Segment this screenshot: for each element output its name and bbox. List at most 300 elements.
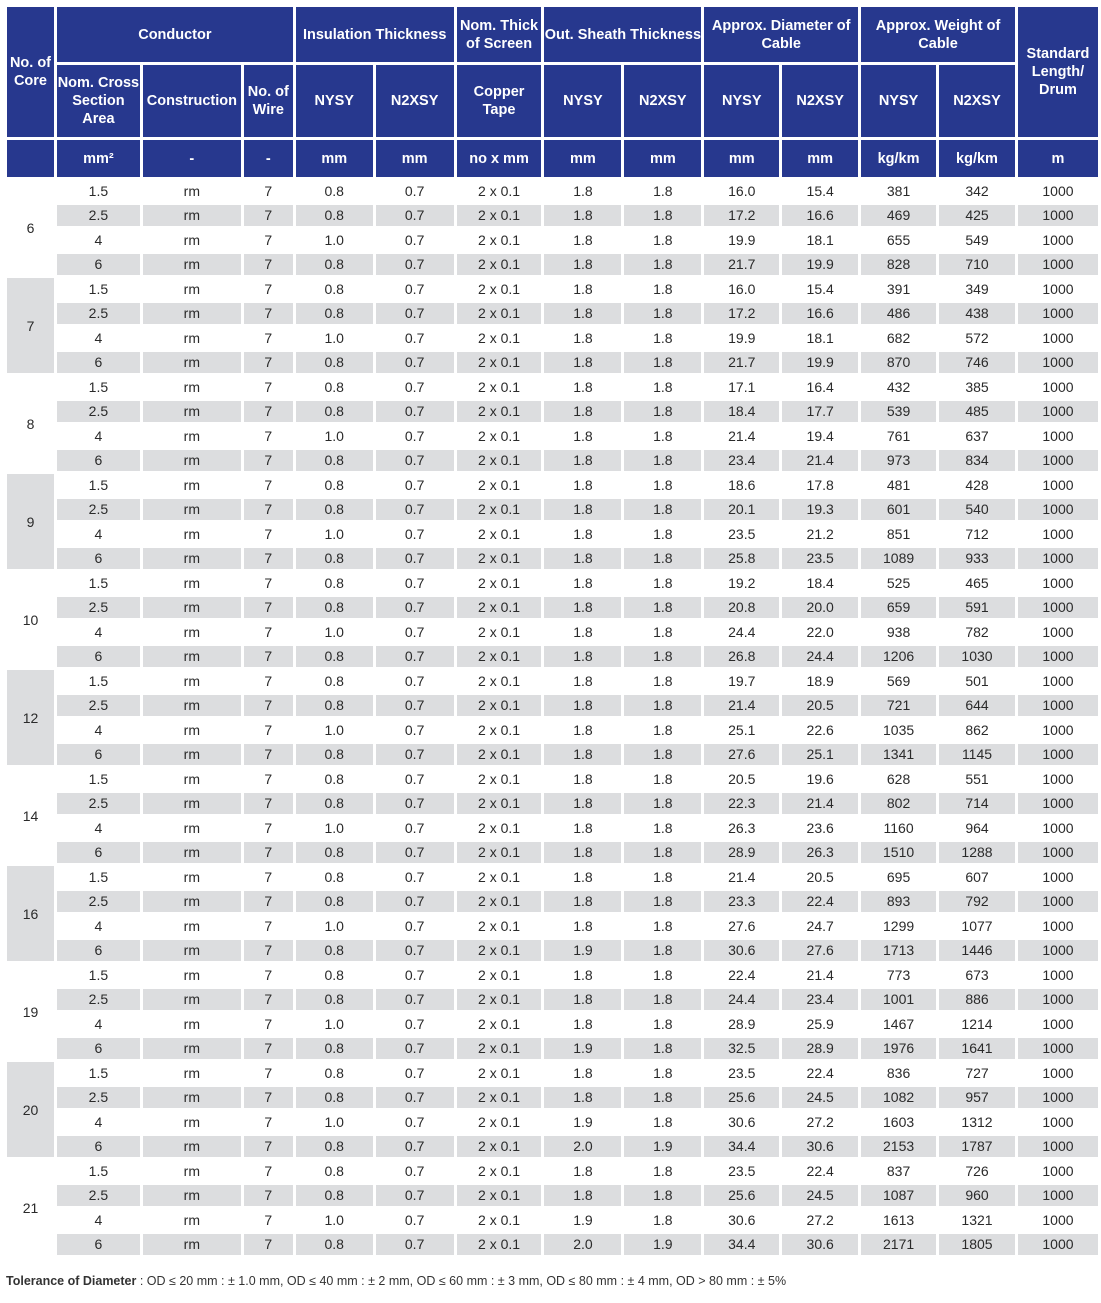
standard-length-cell: 1000	[1042, 378, 1074, 395]
construction-cell: rm	[143, 352, 241, 374]
table-row	[7, 670, 1098, 692]
standard-length-cell: 1000	[1018, 499, 1098, 521]
table-row	[7, 646, 1098, 668]
copper-tape-cell: 2 x 0.1	[457, 646, 542, 668]
diameter-nysy-cell: 24.4	[728, 623, 756, 640]
sheath-n2xsy-cell: 1.8	[653, 231, 673, 248]
insulation-n2xsy-cell: 0.7	[376, 940, 454, 962]
sheath-nysy-cell: 1.8	[544, 793, 621, 815]
diameter-n2xsy-cell: 30.6	[782, 1234, 858, 1256]
cross-section-cell: 6	[57, 842, 140, 864]
core-count-cell: 16	[7, 866, 54, 961]
insulation-nysy-cell: 0.8	[296, 303, 373, 325]
sheath-nysy-cell: 1.8	[544, 744, 621, 766]
insulation-n2xsy-cell: 0.7	[404, 721, 425, 738]
copper-tape-cell: 2 x 0.1	[457, 793, 542, 815]
construction-cell: rm	[143, 744, 241, 766]
header-approx-diameter: Approx. Diameter of Cable	[704, 7, 858, 62]
insulation-nysy-cell: 0.8	[324, 966, 344, 983]
cross-section-cell: 2.5	[57, 989, 140, 1011]
weight-n2xsy-cell: 1321	[961, 1211, 993, 1228]
construction-cell: rm	[183, 231, 200, 248]
weight-nysy-cell: 761	[886, 427, 911, 444]
no-of-wire-cell: 7	[244, 1087, 293, 1109]
no-of-wire-cell: 7	[264, 672, 273, 689]
no-of-wire-cell: 7	[244, 254, 293, 276]
cross-section-cell: 1.5	[88, 1162, 109, 1179]
sheath-nysy-cell: 1.8	[573, 1162, 593, 1179]
insulation-nysy-cell: 0.8	[324, 1162, 344, 1179]
no-of-wire-cell: 7	[244, 205, 293, 227]
no-of-wire-cell: 7	[264, 1162, 273, 1179]
table-row	[7, 180, 1098, 202]
sheath-nysy-cell: 1.8	[544, 1185, 621, 1207]
cross-section-cell: 1.5	[88, 1064, 109, 1081]
core-count-cell: 7	[7, 278, 54, 373]
insulation-nysy-cell: 0.8	[296, 695, 373, 717]
insulation-nysy-cell: 0.8	[324, 1064, 344, 1081]
diameter-n2xsy-cell: 28.9	[782, 1038, 858, 1060]
table-row	[7, 278, 1098, 300]
insulation-nysy-cell: 0.8	[296, 940, 373, 962]
no-of-wire-cell: 7	[244, 842, 293, 864]
sheath-n2xsy-cell: 1.8	[653, 966, 673, 983]
sheath-n2xsy-cell: 1.8	[624, 1087, 701, 1109]
no-of-wire-cell: 7	[244, 303, 293, 325]
diameter-nysy-cell: 16.0	[728, 280, 756, 297]
sheath-n2xsy-cell: 1.8	[624, 793, 701, 815]
diameter-n2xsy-cell: 18.9	[806, 672, 834, 689]
construction-cell: rm	[183, 1162, 200, 1179]
table-row	[7, 1185, 1098, 1207]
weight-nysy-cell: 1613	[883, 1211, 915, 1228]
insulation-nysy-cell: 0.8	[324, 574, 344, 591]
copper-tape-cell: 2 x 0.1	[478, 1113, 521, 1130]
standard-length-cell: 1000	[1018, 646, 1098, 668]
diameter-nysy-cell: 17.2	[704, 303, 779, 325]
diameter-n2xsy-cell: 24.5	[782, 1087, 858, 1109]
sheath-n2xsy-cell: 1.8	[624, 352, 701, 374]
diameter-n2xsy-cell: 21.4	[806, 966, 834, 983]
construction-cell: rm	[143, 1185, 241, 1207]
standard-length-cell: 1000	[1018, 1234, 1098, 1256]
sheath-nysy-cell: 1.9	[573, 1211, 593, 1228]
cross-section-cell: 2.5	[57, 205, 140, 227]
copper-tape-cell: 2 x 0.1	[457, 1087, 542, 1109]
sheath-n2xsy-cell: 1.8	[624, 205, 701, 227]
cross-section-cell: 1.5	[88, 476, 109, 493]
cross-section-cell: 4	[94, 819, 103, 836]
cross-section-cell: 2.5	[57, 695, 140, 717]
insulation-nysy-cell: 0.8	[296, 842, 373, 864]
sheath-n2xsy-cell: 1.8	[653, 182, 673, 199]
standard-length-cell: 1000	[1042, 182, 1074, 199]
sheath-n2xsy-cell: 1.8	[653, 1064, 673, 1081]
insulation-n2xsy-cell: 0.7	[376, 1185, 454, 1207]
no-of-wire-cell: 7	[244, 1038, 293, 1060]
copper-tape-cell: 2 x 0.1	[457, 695, 542, 717]
standard-length-cell: 1000	[1042, 1015, 1074, 1032]
insulation-n2xsy-cell: 0.7	[404, 231, 425, 248]
construction-cell: rm	[183, 574, 200, 591]
weight-n2xsy-cell: 727	[965, 1064, 989, 1081]
diameter-nysy-cell: 30.6	[728, 1113, 756, 1130]
sheath-nysy-cell: 1.8	[544, 401, 621, 423]
standard-length-cell: 1000	[1018, 548, 1098, 570]
diameter-n2xsy-cell: 16.6	[782, 205, 858, 227]
construction-cell: rm	[143, 401, 241, 423]
copper-tape-cell: 2 x 0.1	[457, 940, 542, 962]
weight-n2xsy-cell: 933	[939, 548, 1015, 570]
table-row	[7, 1087, 1098, 1109]
weight-n2xsy-cell: 712	[965, 525, 989, 542]
insulation-n2xsy-cell: 0.7	[404, 623, 425, 640]
copper-tape-cell: 2 x 0.1	[478, 868, 521, 885]
insulation-n2xsy-cell: 0.7	[376, 842, 454, 864]
construction-cell: rm	[183, 280, 200, 297]
weight-nysy-cell: 381	[886, 182, 911, 199]
no-of-wire-cell: 7	[244, 450, 293, 472]
insulation-n2xsy-cell: 0.7	[404, 280, 425, 297]
weight-n2xsy-cell: 1787	[939, 1136, 1015, 1158]
diameter-nysy-cell: 22.3	[704, 793, 779, 815]
diameter-n2xsy-cell: 25.9	[806, 1015, 834, 1032]
construction-cell: rm	[143, 891, 241, 913]
no-of-wire-cell: 7	[264, 917, 273, 934]
standard-length-cell: 1000	[1042, 917, 1074, 934]
no-of-wire-cell: 7	[264, 868, 273, 885]
weight-n2xsy-cell: 960	[939, 1185, 1015, 1207]
cross-section-cell: 6	[57, 940, 140, 962]
table-row	[7, 793, 1098, 815]
diameter-n2xsy-cell: 17.7	[782, 401, 858, 423]
construction-cell: rm	[183, 917, 200, 934]
table-row	[7, 1234, 1098, 1256]
weight-nysy-cell: 1510	[861, 842, 936, 864]
diameter-nysy-cell: 21.4	[728, 427, 756, 444]
core-count-cell: 14	[22, 807, 39, 824]
header-out-sheath-thickness: Out. Sheath Thickness	[544, 7, 701, 62]
weight-nysy-cell: 1001	[861, 989, 936, 1011]
sheath-nysy-cell: 1.8	[544, 205, 621, 227]
cross-section-cell: 1.5	[88, 182, 109, 199]
diameter-n2xsy-cell: 22.0	[806, 623, 834, 640]
no-of-wire-cell: 7	[244, 793, 293, 815]
diameter-n2xsy-cell: 21.4	[782, 793, 858, 815]
cross-section-cell: 6	[57, 548, 140, 570]
header-no-of-wire: No. of Wire	[244, 65, 293, 137]
unit-cell: mm²	[57, 140, 140, 177]
insulation-n2xsy-cell: 0.7	[404, 476, 425, 493]
standard-length-cell: 1000	[1042, 868, 1074, 885]
cross-section-cell: 4	[94, 231, 103, 248]
copper-tape-cell: 2 x 0.1	[457, 205, 542, 227]
weight-nysy-cell: 893	[861, 891, 936, 913]
diameter-nysy-cell: 19.9	[728, 329, 756, 346]
sheath-nysy-cell: 1.8	[544, 989, 621, 1011]
diameter-n2xsy-cell: 19.9	[782, 254, 858, 276]
weight-n2xsy-cell: 710	[939, 254, 1015, 276]
sheath-nysy-cell: 1.8	[573, 476, 593, 493]
diameter-nysy-cell: 23.5	[728, 1064, 756, 1081]
table-row	[7, 744, 1098, 766]
weight-n2xsy-cell: 1077	[961, 917, 993, 934]
insulation-n2xsy-cell: 0.7	[376, 891, 454, 913]
insulation-nysy-cell: 1.0	[324, 917, 344, 934]
weight-nysy-cell: 836	[886, 1064, 911, 1081]
construction-cell: rm	[143, 793, 241, 815]
copper-tape-cell: 2 x 0.1	[478, 378, 521, 395]
table-row	[7, 303, 1098, 325]
construction-cell: rm	[183, 182, 200, 199]
sheath-nysy-cell: 1.8	[544, 597, 621, 619]
diameter-nysy-cell: 28.9	[704, 842, 779, 864]
diameter-nysy-cell: 30.6	[728, 1211, 756, 1228]
cross-section-cell: 2.5	[57, 793, 140, 815]
no-of-wire-cell: 7	[264, 623, 273, 640]
weight-nysy-cell: 1035	[883, 721, 915, 738]
cross-section-cell: 1.5	[88, 868, 109, 885]
insulation-n2xsy-cell: 0.7	[376, 1087, 454, 1109]
weight-nysy-cell: 973	[861, 450, 936, 472]
construction-cell: rm	[183, 378, 200, 395]
weight-n2xsy-cell: 540	[939, 499, 1015, 521]
construction-cell: rm	[183, 721, 200, 738]
header-insulation-n2xsy: N2XSY	[376, 65, 454, 137]
copper-tape-cell: 2 x 0.1	[457, 499, 542, 521]
weight-n2xsy-cell: 886	[939, 989, 1015, 1011]
insulation-nysy-cell: 1.0	[324, 1211, 344, 1228]
diameter-n2xsy-cell: 19.4	[806, 427, 834, 444]
construction-cell: rm	[183, 623, 200, 640]
sheath-n2xsy-cell: 1.8	[653, 868, 673, 885]
diameter-n2xsy-cell: 15.4	[806, 280, 834, 297]
no-of-wire-cell: 7	[244, 891, 293, 913]
weight-nysy-cell: 601	[861, 499, 936, 521]
construction-cell: rm	[183, 1064, 200, 1081]
sheath-n2xsy-cell: 1.8	[653, 329, 673, 346]
core-count-cell: 9	[7, 474, 54, 569]
sheath-nysy-cell: 1.8	[544, 450, 621, 472]
sheath-n2xsy-cell: 1.8	[653, 525, 673, 542]
diameter-n2xsy-cell: 16.6	[782, 303, 858, 325]
sheath-n2xsy-cell: 1.8	[653, 672, 673, 689]
sheath-nysy-cell: 1.8	[544, 499, 621, 521]
table-row	[7, 499, 1098, 521]
unit-cell	[7, 140, 54, 177]
no-of-wire-cell: 7	[244, 548, 293, 570]
weight-n2xsy-cell: 1805	[939, 1234, 1015, 1256]
standard-length-cell: 1000	[1018, 401, 1098, 423]
table-row	[7, 548, 1098, 570]
weight-n2xsy-cell: 782	[965, 623, 989, 640]
diameter-nysy-cell: 32.5	[704, 1038, 779, 1060]
diameter-n2xsy-cell: 18.4	[806, 574, 834, 591]
cross-section-cell: 6	[57, 1234, 140, 1256]
diameter-n2xsy-cell: 19.6	[806, 770, 834, 787]
insulation-n2xsy-cell: 0.7	[404, 1064, 425, 1081]
diameter-nysy-cell: 34.4	[704, 1234, 779, 1256]
construction-cell: rm	[143, 254, 241, 276]
unit-cell: kg/km	[861, 140, 936, 177]
cross-section-cell: 4	[94, 917, 103, 934]
insulation-nysy-cell: 1.0	[324, 819, 344, 836]
weight-n2xsy-cell: 485	[939, 401, 1015, 423]
weight-nysy-cell: 2171	[861, 1234, 936, 1256]
header-diameter-n2xsy: N2XSY	[782, 65, 858, 137]
standard-length-cell: 1000	[1018, 450, 1098, 472]
weight-n2xsy-cell: 1288	[939, 842, 1015, 864]
copper-tape-cell: 2 x 0.1	[457, 744, 542, 766]
sheath-n2xsy-cell: 1.8	[653, 378, 673, 395]
standard-length-cell: 1000	[1042, 966, 1074, 983]
weight-n2xsy-cell: 746	[939, 352, 1015, 374]
diameter-nysy-cell: 21.4	[704, 695, 779, 717]
copper-tape-cell: 2 x 0.1	[457, 891, 542, 913]
insulation-n2xsy-cell: 0.7	[404, 770, 425, 787]
no-of-wire-cell: 7	[264, 1211, 273, 1228]
table-row	[7, 719, 1098, 741]
construction-cell: rm	[183, 427, 200, 444]
copper-tape-cell: 2 x 0.1	[478, 1162, 521, 1179]
copper-tape-cell: 2 x 0.1	[457, 1038, 542, 1060]
weight-n2xsy-cell: 1641	[939, 1038, 1015, 1060]
table-row	[7, 352, 1098, 374]
sheath-n2xsy-cell: 1.8	[624, 254, 701, 276]
weight-n2xsy-cell: 549	[965, 231, 989, 248]
insulation-n2xsy-cell: 0.7	[376, 989, 454, 1011]
no-of-wire-cell: 7	[244, 744, 293, 766]
weight-n2xsy-cell: 501	[965, 672, 989, 689]
cross-section-cell: 2.5	[57, 303, 140, 325]
weight-n2xsy-cell: 1030	[939, 646, 1015, 668]
insulation-nysy-cell: 0.8	[296, 744, 373, 766]
cross-section-cell: 6	[57, 646, 140, 668]
sheath-nysy-cell: 1.8	[573, 672, 593, 689]
header-sheath-n2xsy: N2XSY	[624, 65, 701, 137]
copper-tape-cell: 2 x 0.1	[457, 1136, 542, 1158]
weight-n2xsy-cell: 1145	[939, 744, 1015, 766]
diameter-nysy-cell: 20.8	[704, 597, 779, 619]
cross-section-cell: 2.5	[57, 1185, 140, 1207]
sheath-nysy-cell: 1.8	[573, 574, 593, 591]
table-row	[7, 915, 1098, 937]
standard-length-cell: 1000	[1018, 597, 1098, 619]
table-row	[7, 621, 1098, 643]
no-of-wire-cell: 7	[264, 231, 273, 248]
insulation-nysy-cell: 0.8	[296, 499, 373, 521]
copper-tape-cell: 2 x 0.1	[457, 303, 542, 325]
diameter-n2xsy-cell: 24.4	[782, 646, 858, 668]
sheath-n2xsy-cell: 1.9	[624, 1136, 701, 1158]
no-of-wire-cell: 7	[264, 1015, 273, 1032]
header-approx-weight: Approx. Weight of Cable	[861, 7, 1015, 62]
diameter-nysy-cell: 22.4	[728, 966, 756, 983]
copper-tape-cell: 2 x 0.1	[457, 352, 542, 374]
table-row	[7, 205, 1098, 227]
standard-length-cell: 1000	[1042, 1211, 1074, 1228]
construction-cell: rm	[143, 1234, 241, 1256]
diameter-nysy-cell: 26.3	[728, 819, 756, 836]
copper-tape-cell: 2 x 0.1	[457, 1234, 542, 1256]
diameter-n2xsy-cell: 16.4	[806, 378, 834, 395]
header-no-of-core: No. of Core	[7, 7, 54, 137]
cross-section-cell: 6	[57, 450, 140, 472]
core-count-cell: 8	[26, 415, 35, 432]
cross-section-cell: 4	[94, 1113, 103, 1130]
cross-section-cell: 6	[57, 1136, 140, 1158]
unit-cell: no x mm	[457, 140, 542, 177]
diameter-n2xsy-cell: 20.5	[806, 868, 834, 885]
header-copper-tape: Copper Tape	[457, 65, 542, 137]
insulation-n2xsy-cell: 0.7	[404, 1113, 425, 1130]
diameter-nysy-cell: 16.0	[728, 182, 756, 199]
header-insulation-thickness: Insulation Thickness	[296, 7, 454, 62]
weight-n2xsy-cell: 673	[965, 966, 989, 983]
construction-cell: rm	[183, 819, 200, 836]
weight-n2xsy-cell: 1214	[961, 1015, 993, 1032]
copper-tape-cell: 2 x 0.1	[478, 1064, 521, 1081]
weight-nysy-cell: 682	[886, 329, 911, 346]
footnote-label: Tolerance of Diameter	[6, 1274, 137, 1288]
insulation-nysy-cell: 0.8	[296, 352, 373, 374]
sheath-n2xsy-cell: 1.8	[624, 1038, 701, 1060]
weight-n2xsy-cell: 342	[965, 182, 989, 199]
unit-cell: kg/km	[939, 140, 1015, 177]
diameter-n2xsy-cell: 27.2	[806, 1113, 834, 1130]
diameter-n2xsy-cell: 22.4	[806, 1064, 834, 1081]
insulation-n2xsy-cell: 0.7	[376, 1234, 454, 1256]
diameter-nysy-cell: 17.2	[704, 205, 779, 227]
cross-section-cell: 6	[57, 744, 140, 766]
table-row	[7, 866, 1098, 888]
standard-length-cell: 1000	[1018, 254, 1098, 276]
weight-nysy-cell: 870	[861, 352, 936, 374]
construction-cell: rm	[183, 868, 200, 885]
diameter-n2xsy-cell: 17.8	[806, 476, 834, 493]
sheath-nysy-cell: 1.8	[573, 378, 593, 395]
insulation-nysy-cell: 0.8	[324, 378, 344, 395]
sheath-n2xsy-cell: 1.8	[653, 574, 673, 591]
no-of-wire-cell: 7	[264, 476, 273, 493]
insulation-nysy-cell: 1.0	[324, 1113, 344, 1130]
diameter-nysy-cell: 23.5	[728, 1162, 756, 1179]
insulation-n2xsy-cell: 0.7	[404, 917, 425, 934]
no-of-wire-cell: 7	[244, 352, 293, 374]
insulation-nysy-cell: 0.8	[296, 1038, 373, 1060]
sheath-nysy-cell: 1.9	[544, 1038, 621, 1060]
unit-cell: mm	[704, 140, 779, 177]
weight-n2xsy-cell: 607	[965, 868, 989, 885]
copper-tape-cell: 2 x 0.1	[457, 401, 542, 423]
diameter-n2xsy-cell: 15.4	[806, 182, 834, 199]
construction-cell: rm	[143, 205, 241, 227]
sheath-n2xsy-cell: 1.8	[624, 842, 701, 864]
diameter-nysy-cell: 21.4	[728, 868, 756, 885]
construction-cell: rm	[183, 966, 200, 983]
diameter-n2xsy-cell: 23.4	[782, 989, 858, 1011]
weight-n2xsy-cell: 572	[965, 329, 989, 346]
no-of-wire-cell: 7	[264, 427, 273, 444]
sheath-nysy-cell: 1.8	[544, 891, 621, 913]
weight-nysy-cell: 1341	[861, 744, 936, 766]
sheath-nysy-cell: 1.8	[544, 695, 621, 717]
sheath-nysy-cell: 1.8	[573, 721, 593, 738]
construction-cell: rm	[183, 329, 200, 346]
weight-nysy-cell: 486	[861, 303, 936, 325]
insulation-n2xsy-cell: 0.7	[376, 695, 454, 717]
insulation-n2xsy-cell: 0.7	[404, 672, 425, 689]
